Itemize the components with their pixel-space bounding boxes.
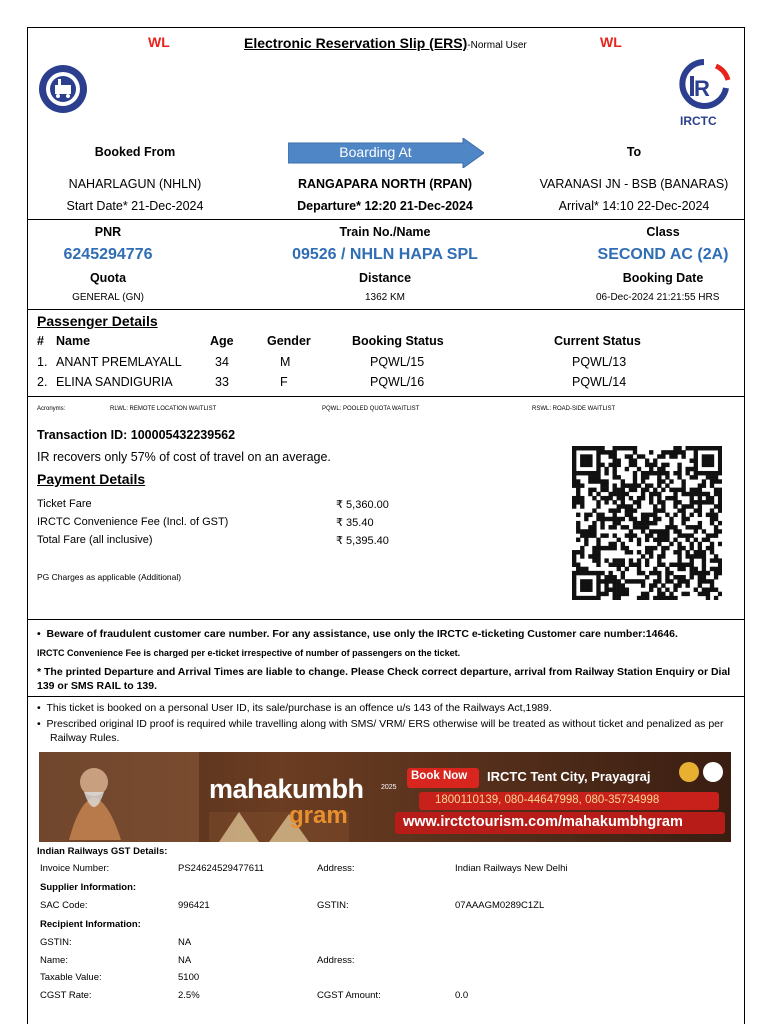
banner-year: 2025 — [381, 784, 397, 791]
bullet-icon: • — [37, 718, 47, 730]
row-booking-status: PQWL/15 — [370, 355, 425, 369]
row-gender: F — [280, 375, 288, 389]
svg-text:R: R — [694, 76, 710, 101]
bullet-icon: • — [37, 702, 47, 714]
taxable-value: 5100 — [178, 972, 200, 983]
recipient-address-label: Address: — [317, 955, 355, 966]
from-station: NAHARLAGUN (NHLN) — [68, 177, 202, 191]
user-type: -Normal User — [467, 40, 527, 51]
personal-id-notice — [37, 702, 737, 714]
passenger-details-title: Passenger Details — [37, 313, 158, 329]
row-num: 1. — [37, 355, 48, 369]
row-num: 2. — [37, 375, 48, 389]
col-booking-status: Booking Status — [352, 334, 444, 348]
wl-right: WL — [600, 34, 622, 50]
total-fare-label: Total Fare (all inclusive) — [37, 534, 153, 546]
col-name: Name — [56, 334, 91, 348]
id-proof-notice-text: Prescribed original ID proof is required while travelling along with SMS/ VRM/ ERS otherwise will be treated as without ticket and penalized as per Railway Rules. — [46, 718, 724, 744]
gstin-value: 07AAAGM0289C1ZL — [455, 900, 545, 911]
quota-label: Quota — [89, 271, 127, 285]
qr-code — [572, 446, 722, 600]
banner-logo-line1: mahakumbh — [209, 774, 364, 804]
ticket-fare-label: Ticket Fare — [37, 498, 92, 510]
indian-railways-logo — [37, 63, 89, 115]
row-current-status: PQWL/13 — [572, 355, 627, 369]
times-notice: * The printed Departure and Arrival Times are liable to change. Please Check correct departure, arrival from Railway Station Enquiry or Dial 139 or SMS RAIL to 139. — [37, 666, 731, 692]
convenience-fee-value: ₹ 35.40 — [336, 517, 374, 529]
wl-left: WL — [148, 34, 170, 50]
class-value: SECOND AC (2A) — [597, 246, 729, 263]
row-name: ANANT PREMLAYALL — [56, 355, 182, 369]
transaction-id: Transaction ID: 100005432239562 — [37, 428, 236, 442]
pnr-value: 6245294776 — [63, 246, 153, 263]
banner-headline: IRCTC Tent City, Prayagraj — [487, 769, 651, 784]
col-age: Age — [210, 334, 234, 348]
col-current-status: Current Status — [554, 334, 641, 348]
divider-passengers — [27, 396, 745, 397]
cgst-amount-value: 0.0 — [455, 990, 469, 1001]
bullet-icon: • — [37, 628, 47, 640]
cgst-amount-label: CGST Amount: — [317, 990, 381, 1001]
acronym-rlwl: RLWL: REMOTE LOCATION WAITLIST — [110, 406, 217, 412]
pg-charges-note: PG Charges as applicable (Additional) — [37, 572, 182, 582]
acronyms-label: Acronyms: — [37, 406, 66, 412]
pnr-label: PNR — [94, 225, 122, 239]
banner-phones: 1800110139, 080-44647998, 080-35734998 — [435, 794, 660, 806]
to-station: VARANASI JN - BSB (BANARAS) — [539, 177, 729, 191]
acronym-pqwl: PQWL: POOLED QUOTA WAITLIST — [322, 406, 420, 412]
cgst-rate-label: CGST Rate: — [40, 990, 92, 1001]
invoice-label: Invoice Number: — [40, 863, 110, 874]
row-booking-status: PQWL/16 — [370, 375, 425, 389]
row-age: 34 — [215, 355, 229, 369]
train-label: Train No./Name — [339, 225, 431, 239]
payment-details-title: Payment Details — [37, 471, 146, 487]
cgst-rate-value: 2.5% — [178, 990, 200, 1001]
booking-date-label: Booking Date — [622, 271, 704, 285]
acronym-rswl: RSWL: ROAD-SIDE WAITLIST — [532, 406, 616, 412]
row-gender: M — [280, 355, 291, 369]
start-date: Start Date* 21-Dec-2024 — [66, 199, 204, 213]
to-label: To — [626, 145, 642, 159]
train-value: 09526 / NHLN HAPA SPL — [292, 246, 478, 263]
boarding-at-label: Boarding At — [339, 144, 412, 160]
id-proof-notice — [37, 717, 729, 745]
recipient-title: Recipient Information: — [40, 919, 141, 930]
row-age: 33 — [215, 375, 229, 389]
arrival: Arrival* 14:10 22-Dec-2024 — [558, 199, 710, 213]
gstin-label: GSTIN: — [317, 900, 349, 911]
mahakumbh-banner[interactable] — [39, 752, 731, 842]
boarding-at-arrow — [288, 138, 484, 168]
banner-url[interactable]: www.irctctourism.com/mahakumbhgram — [403, 814, 683, 830]
sac-label: SAC Code: — [40, 900, 88, 911]
recovery-note: IR recovers only 57% of cost of travel on an average. — [37, 450, 331, 464]
row-name: ELINA SANDIGURIA — [56, 375, 173, 389]
total-fare-value: ₹ 5,395.40 — [336, 535, 389, 547]
ers-title — [244, 35, 527, 51]
address-value: Indian Railways New Delhi — [455, 863, 568, 874]
boarding-station: RANGAPARA NORTH (RPAN) — [297, 177, 473, 191]
personal-id-notice-text: This ticket is booked on a personal User ID, its sale/purchase is an offence u/s 143 of the Railways Act,1989. — [46, 702, 552, 714]
fraud-notice — [37, 628, 737, 640]
distance-value: 1362 KM — [364, 292, 406, 303]
convenience-fee-label: IRCTC Convenience Fee (Incl. of GST) — [37, 516, 229, 528]
departure: Departure* 12:20 21-Dec-2024 — [297, 199, 473, 213]
divider-payment — [27, 619, 745, 620]
sac-value: 996421 — [178, 900, 210, 911]
recipient-name-label: Name: — [40, 955, 68, 966]
row-current-status: PQWL/14 — [572, 375, 627, 389]
ticket-fare-value: ₹ 5,360.00 — [336, 499, 389, 511]
gst-title: Indian Railways GST Details: — [37, 846, 168, 857]
irctc-logo — [676, 58, 732, 130]
irctc-logo-text: IRCTC — [680, 114, 717, 128]
booked-from-label: Booked From — [94, 145, 176, 159]
divider-info — [27, 309, 745, 310]
taxable-label: Taxable Value: — [40, 972, 102, 983]
recipient-gstin-label: GSTIN: — [40, 937, 72, 948]
divider-notices — [27, 696, 745, 697]
banner-logo-line2: gram — [289, 802, 348, 829]
quota-value: GENERAL (GN) — [72, 292, 144, 303]
convenience-notice: IRCTC Convenience Fee is charged per e-ticket irrespective of number of passengers on the ticket. — [37, 648, 461, 658]
col-num: # — [37, 334, 44, 348]
class-label: Class — [646, 225, 680, 239]
supplier-title: Supplier Information: — [40, 882, 137, 893]
banner-book-now[interactable]: Book Now — [411, 770, 468, 782]
distance-label: Distance — [358, 271, 412, 285]
address-label: Address: — [317, 863, 355, 874]
recipient-gstin-value: NA — [178, 937, 192, 948]
booking-date-value: 06-Dec-2024 21:21:55 HRS — [596, 292, 720, 303]
recipient-name-value: NA — [178, 955, 192, 966]
col-gender: Gender — [267, 334, 311, 348]
fraud-notice-text: Beware of fraudulent customer care number. For any assistance, use only the IRCTC e-ticketing Customer care number:14646. — [46, 628, 678, 640]
ers-title-text: Electronic Reservation Slip (ERS) — [244, 35, 468, 51]
invoice-value: PS24624529477611 — [178, 863, 264, 874]
divider-journey — [27, 219, 745, 220]
